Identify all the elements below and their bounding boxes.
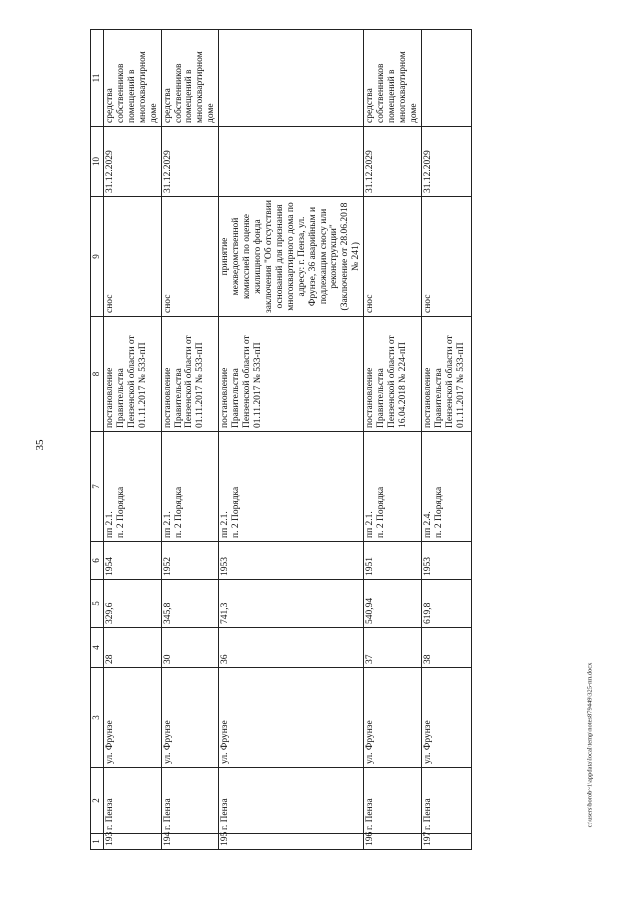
cell-street: ул. Фрунзе (364, 668, 422, 768)
cell-street: ул. Фрунзе (219, 668, 364, 768)
cell-num: 197 (421, 834, 471, 850)
col-number: 10 (91, 127, 104, 197)
cell-city: г. Пенза (364, 768, 422, 834)
table-row (421, 30, 471, 850)
cell-source: средства собственников помещений в многоквартирном доме (364, 30, 422, 127)
cell-action: снос (104, 197, 162, 317)
cell-num: 195 (219, 834, 364, 850)
col-number: 7 (91, 432, 104, 542)
cell-clause: пп 2.1. п. 2 Порядка (219, 432, 364, 542)
col-number: 2 (91, 768, 104, 834)
housing-table (90, 29, 472, 850)
col-number: 5 (91, 580, 104, 628)
col-number: 1 (91, 834, 104, 850)
cell-basis: постановление Правительства Пензенской области от 01.11.2017 № 533-пП (219, 317, 364, 432)
cell-deadline: 31.12.2029 (364, 127, 422, 197)
cell-year: 1952 (161, 542, 219, 580)
cell-house: 36 (219, 628, 364, 668)
cell-num: 193 (104, 834, 162, 850)
cell-area: 345,8 (161, 580, 219, 628)
col-number: 9 (91, 197, 104, 317)
cell-source: средства собственников помещений в многоквартирном доме (161, 30, 219, 127)
cell-num: 196 (364, 834, 422, 850)
cell-clause: пп 2.1. п. 2 Порядка (364, 432, 422, 542)
col-number: 4 (91, 628, 104, 668)
cell-action: снос (161, 197, 219, 317)
cell-clause: пп 2.4. п. 2 Порядка (421, 432, 471, 542)
cell-area: 741,3 (219, 580, 364, 628)
cell-area: 540,94 (364, 580, 422, 628)
cell-year: 1953 (421, 542, 471, 580)
cell-street: ул. Фрунзе (104, 668, 162, 768)
cell-num: 194 (161, 834, 219, 850)
col-number: 11 (91, 30, 104, 127)
cell-basis: постановление Правительства Пензенской области от 01.11.2017 № 533-пП (421, 317, 471, 432)
cell-year: 1951 (364, 542, 422, 580)
cell-deadline: 31.12.2029 (421, 127, 471, 197)
cell-clause: пп 2.1. п. 2 Порядка (161, 432, 219, 542)
cell-deadline: 31.12.2029 (104, 127, 162, 197)
column-number-row (91, 30, 104, 850)
table-row (161, 30, 219, 850)
cell-area: 619,8 (421, 580, 471, 628)
cell-city: г. Пенза (161, 768, 219, 834)
table-row (219, 30, 364, 850)
cell-city: г. Пенза (421, 768, 471, 834)
cell-basis: постановление Правительства Пензенской области от 16.04.2018 № 224-пП (364, 317, 422, 432)
cell-house: 28 (104, 628, 162, 668)
cell-basis: постановление Правительства Пензенской области от 01.11.2017 № 533-пП (161, 317, 219, 432)
cell-house: 37 (364, 628, 422, 668)
cell-source (219, 30, 364, 127)
cell-action: снос (364, 197, 422, 317)
table-body (91, 30, 472, 850)
cell-clause: пп 2.1. п. 2 Порядка (104, 432, 162, 542)
col-number: 3 (91, 668, 104, 768)
table-row (104, 30, 162, 850)
cell-deadline (219, 127, 364, 197)
table-row (364, 30, 422, 850)
cell-city: г. Пенза (104, 768, 162, 834)
page-number: 35 (34, 439, 46, 451)
cell-deadline: 31.12.2029 (161, 127, 219, 197)
cell-area: 329,6 (104, 580, 162, 628)
cell-source: средства собственников помещений в многоквартирном доме (104, 30, 162, 127)
cell-action: принятие межведомственной комиссией по оценке жилищного фонда заключения "Об отсутствии оснований для признания многоквартирного дома по адресу: г. Пенза, ул. Фрунзе, 36 аварийным и подлежащим сносу или реконструкции" (Заключение от 28.06.2018 № 241) (219, 197, 364, 317)
cell-source (421, 30, 471, 127)
cell-street: ул. Фрунзе (421, 668, 471, 768)
cell-year: 1953 (219, 542, 364, 580)
footer-file-path: c:\users\borob~1\appdata\local\temp\notes879449\325-пп.docx (586, 662, 594, 828)
col-number: 8 (91, 317, 104, 432)
cell-house: 30 (161, 628, 219, 668)
cell-action: снос (421, 197, 471, 317)
cell-house: 38 (421, 628, 471, 668)
table-container (90, 30, 595, 850)
col-number: 6 (91, 542, 104, 580)
cell-year: 1954 (104, 542, 162, 580)
cell-street: ул. Фрунзе (161, 668, 219, 768)
cell-basis: постановление Правительства Пензенской области от 01.11.2017 № 533-пП (104, 317, 162, 432)
cell-city: г. Пенза (219, 768, 364, 834)
